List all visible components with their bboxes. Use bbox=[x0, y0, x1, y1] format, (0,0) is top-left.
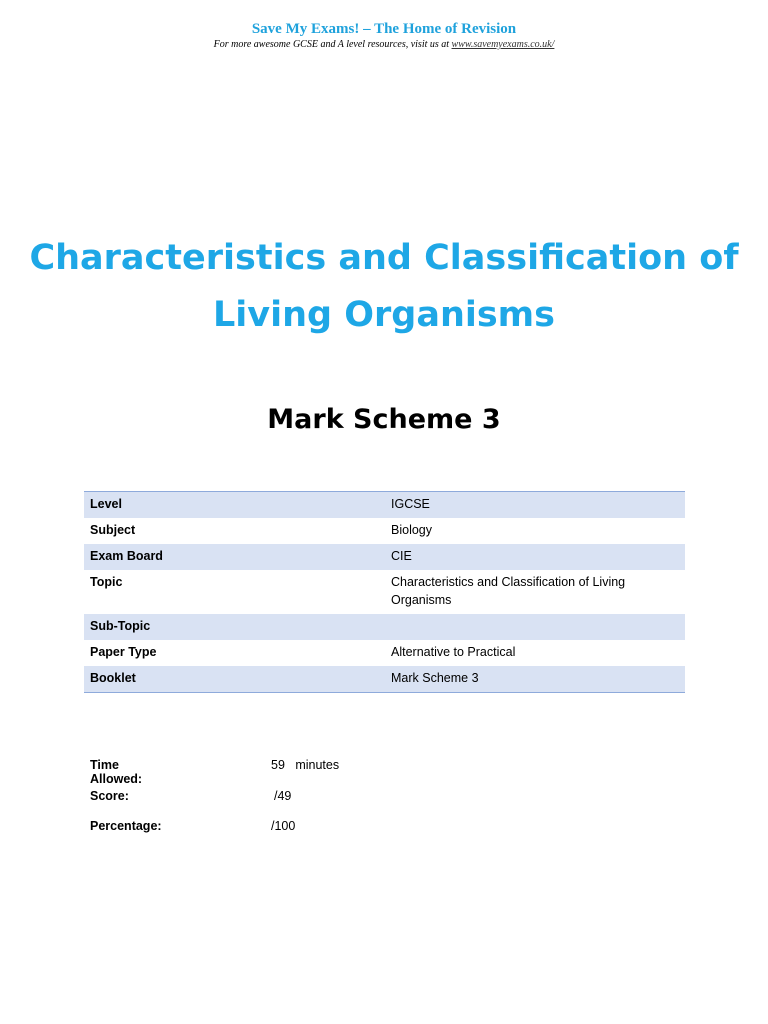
page-header bbox=[0, 20, 768, 51]
header-url-link[interactable]: www.savemyexams.co.uk/ bbox=[451, 39, 555, 50]
subject-value: Biology bbox=[391, 523, 432, 537]
topic-value: Characteristics and Classification of Living Organisms bbox=[391, 575, 626, 607]
time-allowed-value: 59 minutes bbox=[271, 758, 340, 772]
percentage-value: /100 bbox=[271, 819, 296, 833]
booklet-value: Mark Scheme 3 bbox=[385, 666, 685, 693]
booklet-label: Booklet bbox=[84, 666, 385, 693]
sub-topic-value bbox=[385, 614, 685, 640]
exam-board-label: Exam Board bbox=[84, 544, 385, 570]
percentage-label: Percentage: bbox=[90, 819, 162, 833]
table-row-sub-topic bbox=[84, 614, 685, 640]
time-allowed-label: Time Allowed: bbox=[90, 758, 143, 786]
document-title: Characteristics and Classification of Living Organisms bbox=[29, 238, 739, 335]
exam-board-value: CIE bbox=[385, 544, 685, 570]
table-row-level bbox=[84, 492, 685, 519]
table-row-topic bbox=[84, 570, 685, 614]
table-row-subject bbox=[84, 518, 685, 544]
score-value: /49 bbox=[274, 788, 292, 803]
header-title: Save My Exams! – The Home of Revision bbox=[251, 21, 517, 37]
sub-topic-label: Sub-Topic bbox=[84, 614, 385, 640]
score-label: Score: bbox=[90, 788, 129, 803]
table-row-paper-type bbox=[84, 640, 685, 666]
info-table bbox=[84, 491, 685, 693]
document-subtitle: Mark Scheme 3 bbox=[267, 404, 501, 435]
topic-label: Topic bbox=[90, 575, 123, 589]
paper-type-label: Paper Type bbox=[90, 645, 157, 659]
table-row-exam-board bbox=[84, 544, 685, 570]
paper-type-value: Alternative to Practical bbox=[391, 645, 516, 659]
level-value: IGCSE bbox=[385, 492, 685, 519]
level-label: Level bbox=[84, 492, 385, 519]
header-subtitle bbox=[0, 38, 768, 51]
header-subtitle-text: For more awesome GCSE and A level resources, visit us at bbox=[213, 39, 452, 50]
table-row-booklet bbox=[84, 666, 685, 693]
subject-label: Subject bbox=[90, 523, 136, 537]
